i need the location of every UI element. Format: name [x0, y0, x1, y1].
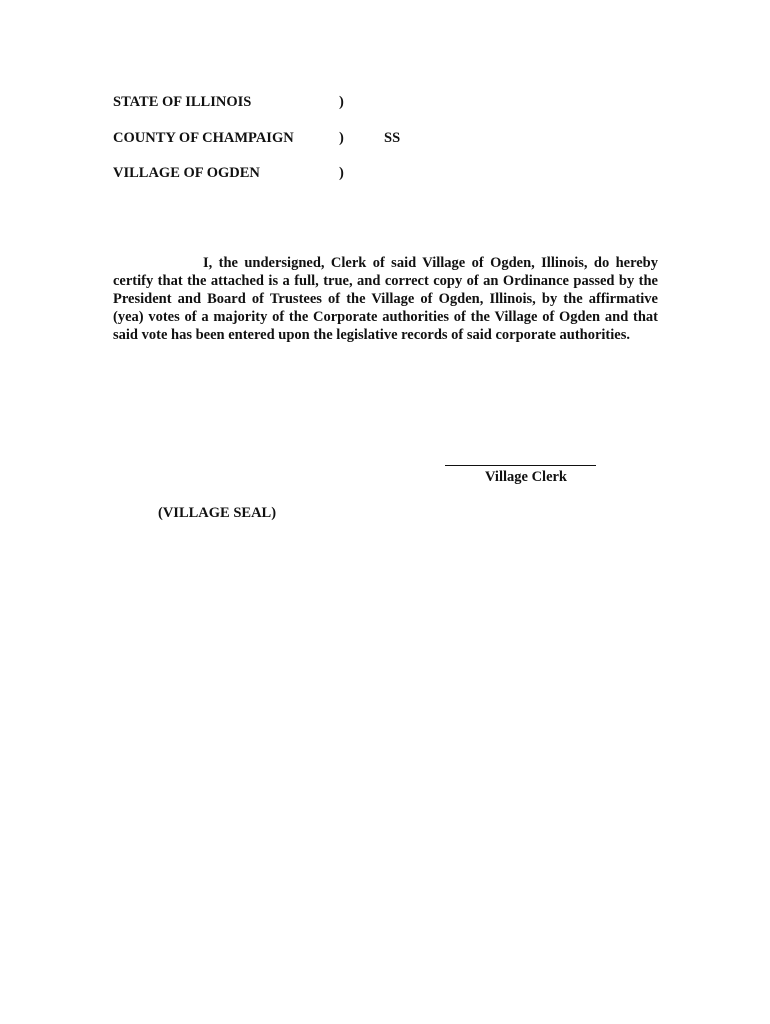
caption-paren-village: ): [339, 165, 344, 181]
caption-ss-marker: SS: [384, 130, 401, 146]
signature-label-village-clerk: Village Clerk: [484, 469, 567, 485]
caption-label-state: STATE OF ILLINOIS: [113, 94, 252, 110]
caption-paren-county: ): [339, 130, 344, 146]
village-seal-label: (VILLAGE SEAL): [158, 505, 277, 521]
signature-line: [445, 465, 596, 466]
certification-paragraph: I, the undersigned, Clerk of said Village of Ogden, Illinois, do hereby certify that the attached is a full, true, and correct copy of an Ordinance passed by the President and Board of Trustees of the Village of Ogden, Illinois, by the affirmative (yea) votes of a majority of the Corporate authorities of the Village of Ogden and that said vote has been entered upon the legislative records of said corporate authorities.: [113, 255, 658, 343]
caption-label-county: COUNTY OF CHAMPAIGN: [113, 130, 294, 146]
caption-label-village: VILLAGE OF OGDEN: [113, 165, 260, 181]
caption-paren-state: ): [339, 94, 344, 110]
